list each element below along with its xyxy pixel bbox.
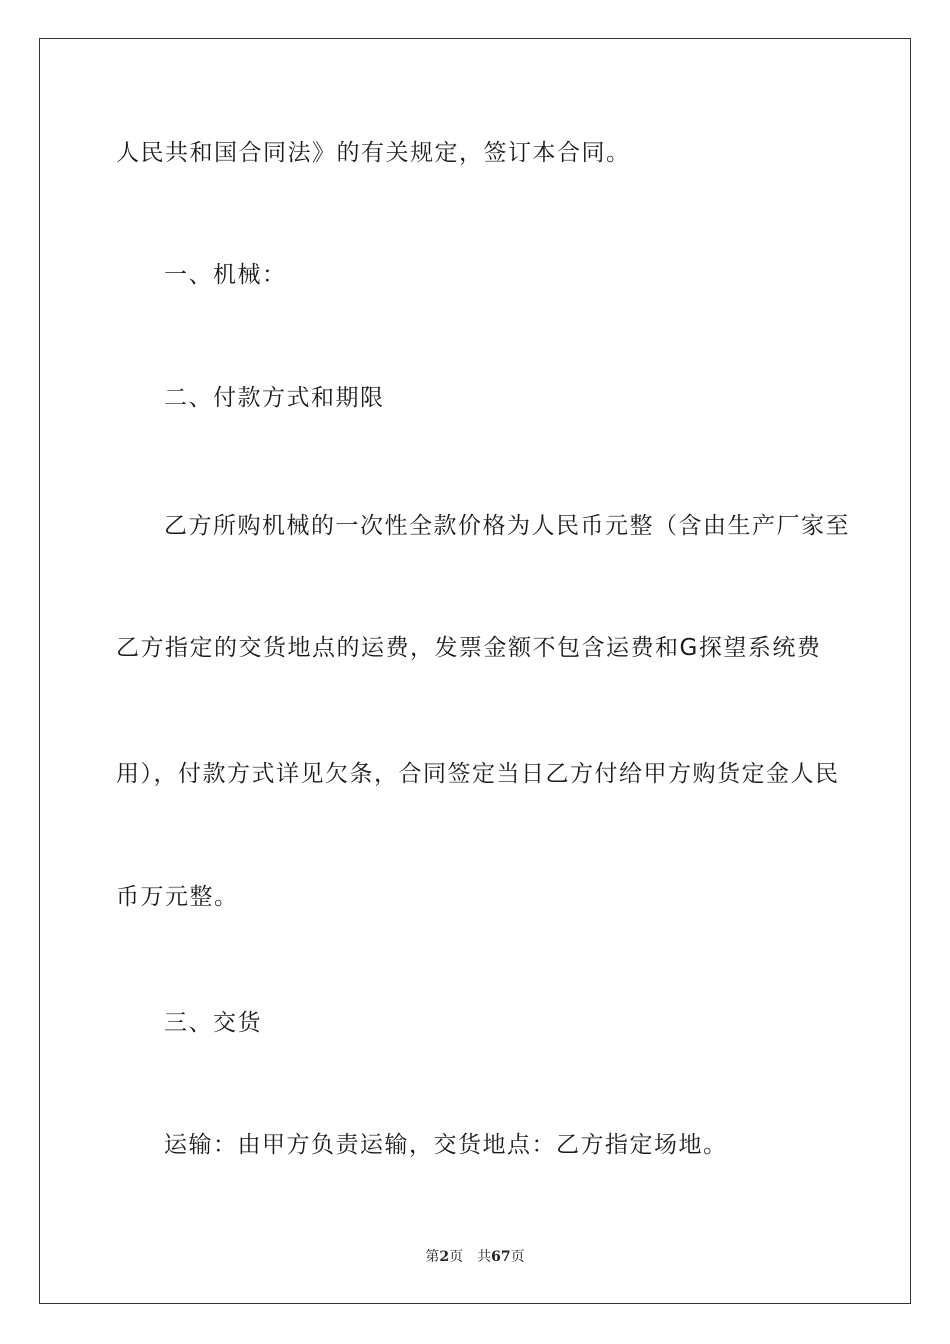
paragraph-line: 人民共和国合同法》的有关规定，签订本合同。 — [116, 140, 631, 166]
page-border — [39, 38, 911, 1304]
page-footer — [0, 1247, 950, 1267]
footer-page-suffix: 页 — [449, 1249, 464, 1265]
paragraph-line: 币万元整。 — [116, 884, 239, 910]
paragraph-line: 运输：由甲方负责运输，交货地点：乙方指定场地。 — [164, 1132, 728, 1158]
paragraph-line: 用），付款方式详见欠条，合同签定当日乙方付给甲方购货定金人民 — [116, 761, 840, 787]
section-heading-payment: 二、付款方式和期限 — [164, 385, 385, 411]
footer-total-suffix: 页 — [510, 1249, 525, 1265]
paragraph-line: 乙方所购机械的一次性全款价格为人民币元整（含由生产厂家至 — [164, 513, 850, 539]
total-pages-number: 67 — [491, 1249, 511, 1265]
footer-total-prefix: 共 — [477, 1249, 492, 1265]
section-heading-delivery: 三、交货 — [164, 1010, 262, 1036]
paragraph-line: 乙方指定的交货地点的运费，发票金额不包含运费和G探望系统费 — [116, 635, 822, 661]
footer-prefix: 第 — [425, 1249, 440, 1265]
section-heading-machinery: 一、机械： — [164, 262, 287, 288]
current-page-number: 2 — [439, 1249, 450, 1265]
